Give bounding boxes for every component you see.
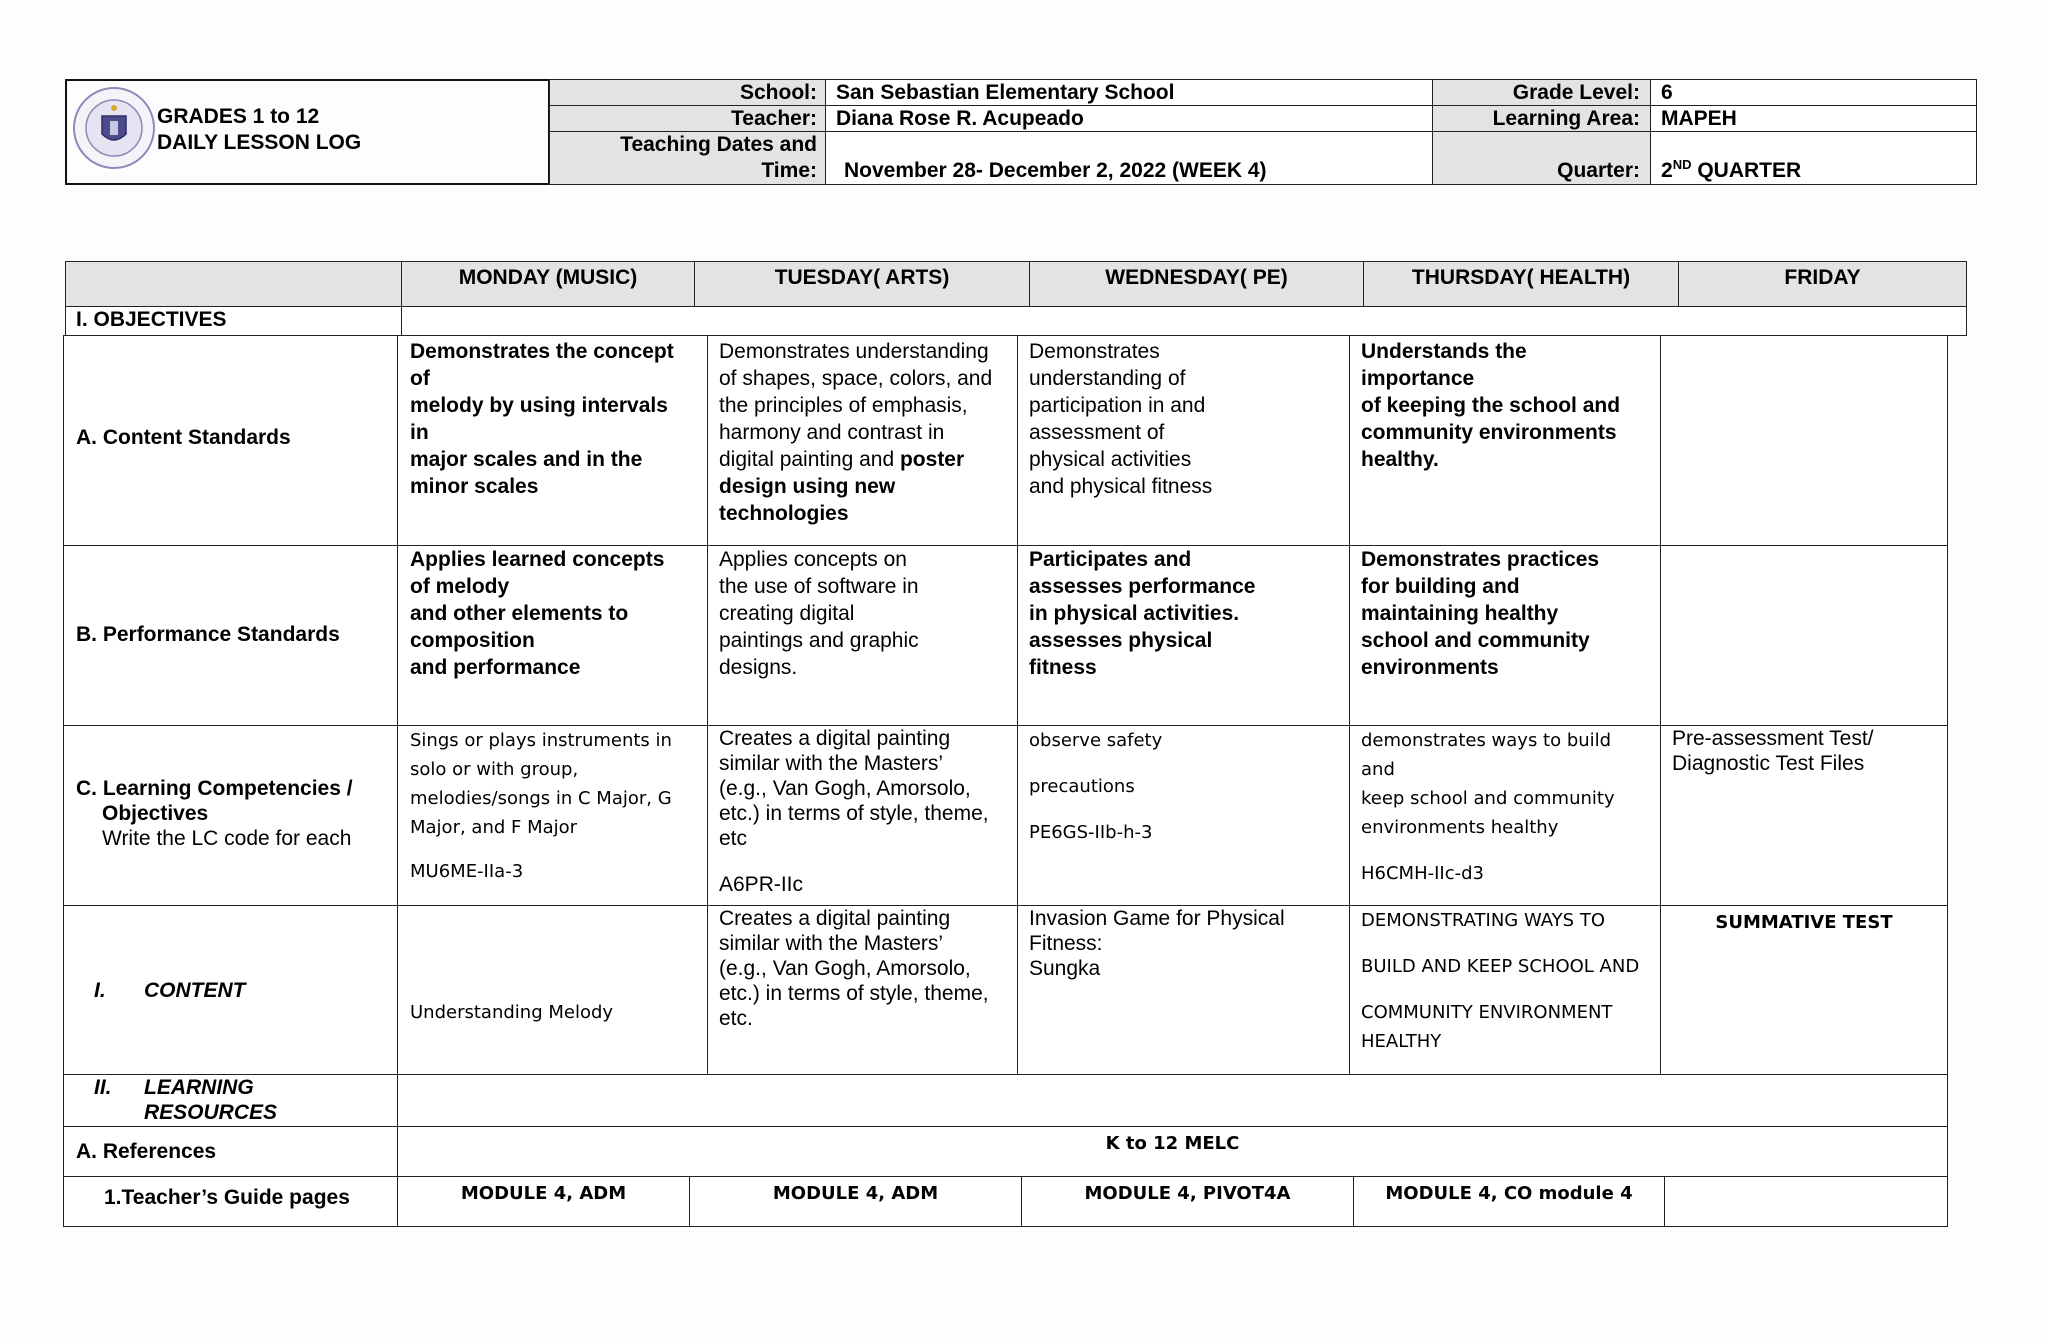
references-value: K to 12 MELC xyxy=(397,1126,1948,1177)
cs-tuesday-line: technologies xyxy=(719,502,849,525)
teacher-label: Teacher: xyxy=(549,105,826,132)
teaching-dates-label-line-2: Time: xyxy=(761,159,817,182)
day-header-friday: FRIDAY xyxy=(1678,261,1967,307)
teacher-value: Diana Rose R. Acupeado xyxy=(825,105,1433,132)
cs-tuesday-normal-part: digital painting and xyxy=(719,448,900,471)
ps-monday-line: and other elements to xyxy=(410,602,629,625)
teachers-guide-wednesday: MODULE 4, PIVOT4A xyxy=(1021,1176,1354,1227)
day-header-blank xyxy=(65,261,402,307)
teachers-guide-thursday: MODULE 4, CO module 4 xyxy=(1353,1176,1665,1227)
quarter-label xyxy=(1432,131,1651,185)
references-label: A. References xyxy=(63,1126,398,1177)
content-label xyxy=(63,905,398,1075)
competencies-label-line-1: C. Learning Competencies / xyxy=(76,777,353,800)
cs-thursday-line: of keeping the school and xyxy=(1361,394,1621,417)
deped-seal-logo xyxy=(72,86,156,170)
content-label-text: CONTENT xyxy=(144,979,246,1002)
grade-level-value: 6 xyxy=(1650,79,1977,106)
ps-thursday-line: environments xyxy=(1361,656,1499,679)
ps-tuesday-line: designs. xyxy=(719,656,798,679)
day-header-thursday: THURSDAY( HEALTH) xyxy=(1363,261,1679,307)
day-header-wednesday: WEDNESDAY( PE) xyxy=(1029,261,1364,307)
competencies-monday xyxy=(397,725,708,906)
cs-monday-line: in xyxy=(410,421,429,444)
ps-thursday-line: school and community xyxy=(1361,629,1590,652)
content-thursday-line: BUILD AND KEEP SCHOOL AND xyxy=(1361,956,1640,977)
ps-monday-line: composition xyxy=(410,629,535,652)
content-standards-label: A. Content Standards xyxy=(63,335,398,546)
cs-tuesday-line: of shapes, space, colors, and xyxy=(719,367,993,390)
content-friday-text: SUMMATIVE TEST xyxy=(1715,912,1893,933)
quarter-label-text: Quarter: xyxy=(1557,159,1640,182)
competencies-label xyxy=(63,725,398,906)
content-standards-tuesday xyxy=(707,335,1018,546)
cs-tuesday-line: design using new xyxy=(719,475,896,498)
lc-wednesday-line: observe safety xyxy=(1029,730,1163,751)
lc-thursday-code: H6CMH-IIc-d3 xyxy=(1361,863,1485,884)
cs-tuesday-line: harmony and contrast in xyxy=(719,421,945,444)
lc-friday-line: Pre-assessment Test/ xyxy=(1672,727,1874,750)
cs-thursday-line: Understands the xyxy=(1361,340,1527,363)
content-thursday-line: HEALTHY xyxy=(1361,1031,1442,1052)
lc-wednesday-code: PE6GS-IIb-h-3 xyxy=(1029,822,1153,843)
resources-label-line-1: LEARNING xyxy=(144,1076,254,1099)
ps-wednesday-line: in physical activities. xyxy=(1029,602,1240,625)
cs-tuesday-line-mixed xyxy=(719,446,1006,473)
cs-monday-line: of xyxy=(410,367,430,390)
objectives-span xyxy=(401,306,1967,336)
content-tuesday-line: etc. xyxy=(719,1007,753,1030)
performance-standards-label: B. Performance Standards xyxy=(63,545,398,726)
lc-monday-line: solo or with group, xyxy=(410,759,579,780)
ps-monday-line: Applies learned concepts xyxy=(410,548,665,571)
content-wednesday-line: Sungka xyxy=(1029,957,1101,980)
performance-standards-wednesday xyxy=(1017,545,1350,726)
ps-wednesday-line: Participates and xyxy=(1029,548,1192,571)
content-friday xyxy=(1660,905,1948,1075)
objectives-label: I. OBJECTIVES xyxy=(65,306,402,336)
teachers-guide-monday: MODULE 4, ADM xyxy=(397,1176,690,1227)
cs-tuesday-bold-part: poster xyxy=(899,448,965,471)
quarter-superscript: ND xyxy=(1672,157,1692,172)
lc-monday-line: Major, and F Major xyxy=(410,817,578,838)
day-header-tuesday: TUESDAY( ARTS) xyxy=(694,261,1030,307)
lc-tuesday-line: (e.g., Van Gogh, Amorsolo, xyxy=(719,777,971,800)
lc-tuesday-code: A6PR-IIc xyxy=(719,873,804,896)
cs-monday-line: major scales and in the xyxy=(410,448,643,471)
ps-wednesday-line: assesses performance xyxy=(1029,575,1256,598)
cs-thursday-line: healthy. xyxy=(1361,448,1439,471)
lc-monday-code: MU6ME-IIa-3 xyxy=(410,861,524,882)
content-wednesday-line: Fitness: xyxy=(1029,932,1103,955)
teachers-guide-tuesday: MODULE 4, ADM xyxy=(689,1176,1022,1227)
teaching-dates-text: November 28- December 2, 2022 (WEEK 4) xyxy=(844,159,1267,182)
learning-resources-label xyxy=(63,1074,398,1127)
performance-standards-monday xyxy=(397,545,708,726)
lc-thursday-line: demonstrates ways to build and xyxy=(1361,730,1612,780)
cs-tuesday-line: Demonstrates understanding xyxy=(719,340,989,363)
school-label: School: xyxy=(549,79,826,106)
lc-thursday-line: keep school and community xyxy=(1361,788,1615,809)
lc-tuesday-line: similar with the Masters’ xyxy=(719,752,944,775)
ps-tuesday-line: creating digital xyxy=(719,602,855,625)
content-wednesday-line: Invasion Game for Physical xyxy=(1029,907,1285,930)
content-tuesday-line: Creates a digital painting xyxy=(719,907,951,930)
content-standards-wednesday xyxy=(1017,335,1350,546)
lc-tuesday-line: etc xyxy=(719,827,748,850)
competencies-label-line-3: Write the LC code for each xyxy=(102,827,352,850)
quarter-word: QUARTER xyxy=(1697,159,1802,182)
content-tuesday-line: (e.g., Van Gogh, Amorsolo, xyxy=(719,957,971,980)
content-label-number: I. xyxy=(94,979,106,1002)
ps-monday-line: of melody xyxy=(410,575,510,598)
cs-wednesday-line: assessment of xyxy=(1029,421,1165,444)
quarter-value xyxy=(1650,131,1977,185)
lc-tuesday-line: etc.) in terms of style, theme, xyxy=(719,802,989,825)
ps-thursday-line: Demonstrates practices xyxy=(1361,548,1600,571)
lc-thursday-line: environments healthy xyxy=(1361,817,1559,838)
cs-wednesday-line: participation in and xyxy=(1029,394,1206,417)
cs-thursday-line: community environments xyxy=(1361,421,1617,444)
content-thursday xyxy=(1349,905,1661,1075)
performance-standards-friday xyxy=(1660,545,1948,726)
cs-monday-line: minor scales xyxy=(410,475,539,498)
form-title-line-2: DAILY LESSON LOG xyxy=(157,131,362,154)
form-title-line-1: GRADES 1 to 12 xyxy=(157,105,320,128)
lc-monday-line: Sings or plays instruments in xyxy=(410,730,672,751)
content-thursday-line: COMMUNITY ENVIRONMENT xyxy=(1361,1002,1613,1023)
lc-wednesday-line: precautions xyxy=(1029,776,1135,797)
teaching-dates-label-line-1: Teaching Dates and xyxy=(620,133,817,156)
school-value: San Sebastian Elementary School xyxy=(825,79,1433,106)
content-monday-text: Understanding Melody xyxy=(410,1002,614,1023)
ps-tuesday-line: Applies concepts on xyxy=(719,548,907,571)
grade-level-label: Grade Level: xyxy=(1432,79,1651,106)
cs-wednesday-line: and physical fitness xyxy=(1029,475,1213,498)
form-title xyxy=(157,104,361,156)
content-standards-thursday xyxy=(1349,335,1661,546)
cs-wednesday-line: understanding of xyxy=(1029,367,1186,390)
competencies-friday xyxy=(1660,725,1948,906)
cs-wednesday-line: Demonstrates xyxy=(1029,340,1160,363)
content-tuesday-line: similar with the Masters’ xyxy=(719,932,944,955)
cs-tuesday-line: the principles of emphasis, xyxy=(719,394,968,417)
teachers-guide-label: 1.Teacher’s Guide pages xyxy=(63,1176,398,1227)
content-tuesday xyxy=(707,905,1018,1075)
resources-label-line-2: RESOURCES xyxy=(144,1101,278,1124)
ps-thursday-line: maintaining healthy xyxy=(1361,602,1559,625)
content-tuesday-line: etc.) in terms of style, theme, xyxy=(719,982,989,1005)
ps-monday-line: and performance xyxy=(410,656,581,679)
cs-thursday-line: importance xyxy=(1361,367,1475,390)
content-monday xyxy=(397,905,708,1075)
competencies-tuesday xyxy=(707,725,1018,906)
competencies-wednesday xyxy=(1017,725,1350,906)
cs-wednesday-line: physical activities xyxy=(1029,448,1192,471)
performance-standards-tuesday xyxy=(707,545,1018,726)
cs-monday-line: Demonstrates the concept xyxy=(410,340,674,363)
learning-area-label: Learning Area: xyxy=(1432,105,1651,132)
ps-wednesday-line: assesses physical xyxy=(1029,629,1213,652)
ps-tuesday-line: paintings and graphic xyxy=(719,629,919,652)
teachers-guide-friday xyxy=(1664,1176,1948,1227)
quarter-number: 2 xyxy=(1661,159,1673,182)
lc-monday-line: melodies/songs in C Major, G xyxy=(410,788,672,809)
teaching-dates-label xyxy=(549,131,826,185)
ps-thursday-line: for building and xyxy=(1361,575,1520,598)
ps-wednesday-line: fitness xyxy=(1029,656,1097,679)
teaching-dates-value xyxy=(825,131,1433,185)
cs-monday-line: melody by using intervals xyxy=(410,394,668,417)
competencies-thursday xyxy=(1349,725,1661,906)
content-standards-friday xyxy=(1660,335,1948,546)
day-header-monday: MONDAY (MUSIC) xyxy=(401,261,695,307)
ps-tuesday-line: the use of software in xyxy=(719,575,919,598)
lc-friday-line: Diagnostic Test Files xyxy=(1672,752,1865,775)
content-standards-monday xyxy=(397,335,708,546)
competencies-label-line-2: Objectives xyxy=(102,802,209,825)
content-thursday-line: DEMONSTRATING WAYS TO xyxy=(1361,910,1605,931)
learning-resources-span xyxy=(397,1074,1948,1127)
learning-area-value: MAPEH xyxy=(1650,105,1977,132)
performance-standards-thursday xyxy=(1349,545,1661,726)
lc-tuesday-line: Creates a digital painting xyxy=(719,727,951,750)
resources-label-number: II. xyxy=(94,1076,112,1099)
content-wednesday xyxy=(1017,905,1350,1075)
